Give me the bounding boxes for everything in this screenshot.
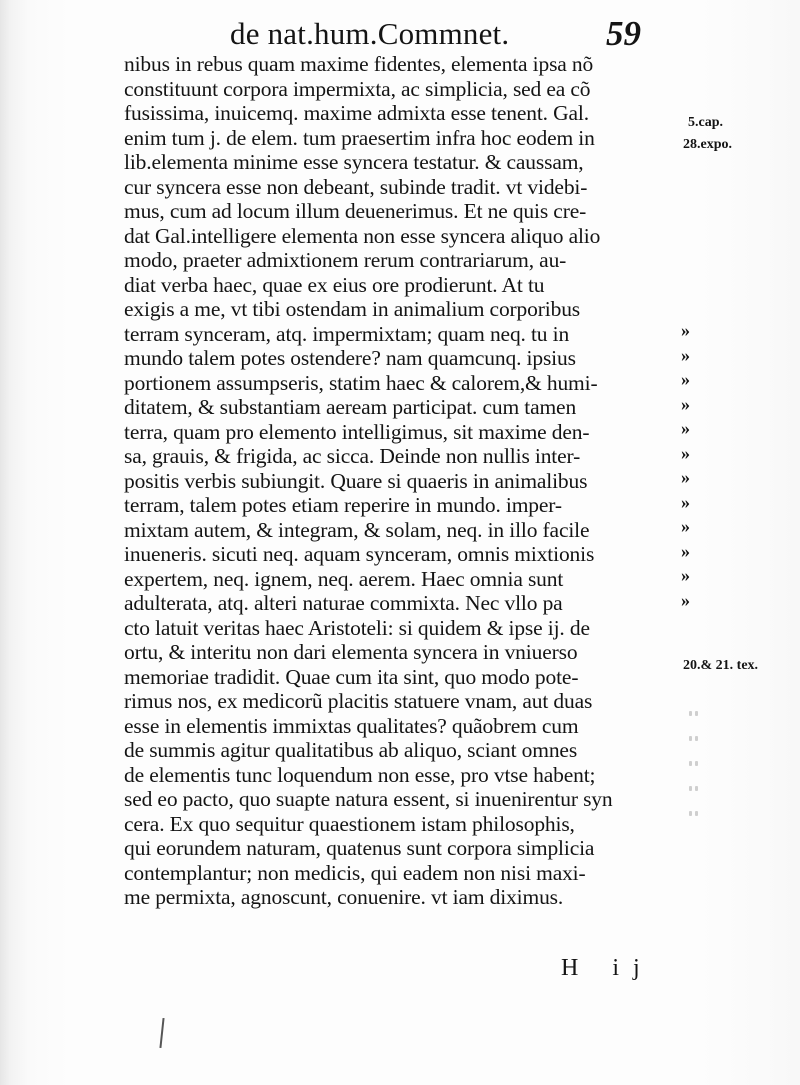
text-line: cera. Ex quo sequitur quaestionem istam philosophis, (124, 811, 575, 836)
text-line: positis verbis subiungit. Quare si quaeris in animalibus (124, 468, 588, 493)
faint-quote-mark (689, 753, 703, 761)
text-line: fusissima, inuicemq. maxime admixta esse tenent. Gal. (124, 101, 589, 125)
faint-quote-mark (689, 703, 703, 711)
quotation-mark: » (681, 491, 690, 512)
text-line: contemplantur; non medicis, qui eadem non nisi maxi- (124, 860, 586, 885)
text-line: portionem assumpseris, statim haec & calorem,& humi- (124, 370, 598, 395)
text-line: sa, grauis, & frigida, ac sicca. Deinde non nullis inter- (124, 444, 581, 468)
margin-note-exposition: 28.expo. (683, 137, 732, 152)
quotation-mark: » (681, 320, 690, 340)
page-header (0, 16, 800, 52)
quotation-marks-column (681, 318, 690, 612)
text-line: modo, praeter admixtionem rerum contrariarum, au- (124, 248, 567, 272)
stray-ink-mark (159, 1018, 164, 1048)
page-number: 59 (606, 14, 641, 53)
margin-note-text-reference: 20.& 21. tex. (683, 658, 759, 673)
text-line: ortu, & interitu non dari elementa syncera in vniuerso (124, 640, 578, 664)
margin-note-chapter: 5.cap. (688, 115, 723, 130)
running-head: de nat.hum.Commnet. (230, 16, 510, 51)
text-line: terram synceram, atq. impermixtam; quam neq. tu in (124, 321, 570, 346)
text-line: enim tum j. de elem. tum praesertim infra hoc eodem in (124, 125, 595, 150)
text-line: mus, cum ad locum illum deuenerimus. Et ne quis cre- (124, 199, 587, 223)
text-line: terra, quam pro elemento intelligimus, sit maxime den- (124, 419, 590, 444)
text-line: rimus nos, ex medicorũ placitis statuere vnam, aut duas (124, 689, 593, 713)
quotation-mark: » (681, 516, 690, 536)
text-line: qui eorundem naturam, quatenus sunt corpora simplicia (124, 836, 595, 860)
signature-mark: H ij (561, 955, 654, 981)
quotation-mark: » (681, 442, 690, 463)
text-line: cur syncera esse non debeant, subinde tradit. vt videbi- (124, 174, 588, 199)
faint-quote-mark (689, 803, 703, 811)
quotation-mark: » (681, 418, 690, 438)
quotation-mark: » (681, 369, 690, 389)
text-line: lib.elementa minime esse syncera testatur. & caussam, (124, 150, 584, 174)
text-line: terram, talem potes etiam reperire in mundo. imper- (124, 493, 562, 517)
text-line: memoriae tradidit. Quae cum ita sint, quo modo pote- (124, 664, 579, 689)
text-line: de elementis tunc loquendum non esse, pro vtse habent; (124, 762, 596, 787)
text-line: sed eo pacto, quo suapte natura essent, si inuenirentur syn (124, 787, 613, 811)
quotation-mark: » (681, 589, 690, 610)
faint-quote-mark (689, 728, 703, 736)
faint-quote-mark (689, 778, 703, 786)
quotation-mark: » (681, 344, 690, 365)
quotation-mark: » (681, 393, 690, 414)
text-line: exigis a me, vt tibi ostendam in animalium corporibus (124, 297, 581, 321)
quotation-mark: » (681, 467, 690, 487)
text-line: ditatem, & substantiam aeream participat. cum tamen (124, 395, 577, 419)
quotation-mark: » (681, 565, 690, 585)
quotation-mark: » (681, 540, 690, 561)
text-line: de summis agitur qualitatibus ab aliquo, sciant omnes (124, 738, 578, 762)
text-line: me permixta, agnoscunt, conuenire. vt iam diximus. (124, 885, 564, 909)
text-line: mixtam autem, & integram, & solam, neq. in illo facile (124, 517, 590, 542)
text-line: constituunt corpora impermixta, ac simplicia, sed ea cõ (124, 76, 591, 101)
text-line: esse in elementis immixtas qualitates? quãobrem cum (124, 713, 579, 738)
text-line: dat Gal.intelligere elementa non esse syncera aliquo alio (124, 223, 601, 248)
text-line: diat verba haec, quae ex eius ore prodierunt. At tu (124, 272, 545, 297)
text-line: nibus in rebus quam maxime fidentes, elementa ipsa nõ (124, 52, 594, 76)
text-line: mundo talem potes ostendere? nam quamcunq. ipsius (124, 346, 576, 370)
text-line: inueneris. sicuti neq. aquam synceram, omnis mixtionis (124, 542, 595, 566)
body-text-block (124, 52, 684, 910)
text-line: expertem, neq. ignem, neq. aerem. Haec omnia sunt (124, 566, 564, 591)
text-line: adulterata, atq. alteri naturae commixta. Nec vllo pa (124, 591, 563, 615)
text-line: cto latuit veritas haec Aristoteli: si quidem & ipse ij. de (124, 615, 590, 640)
